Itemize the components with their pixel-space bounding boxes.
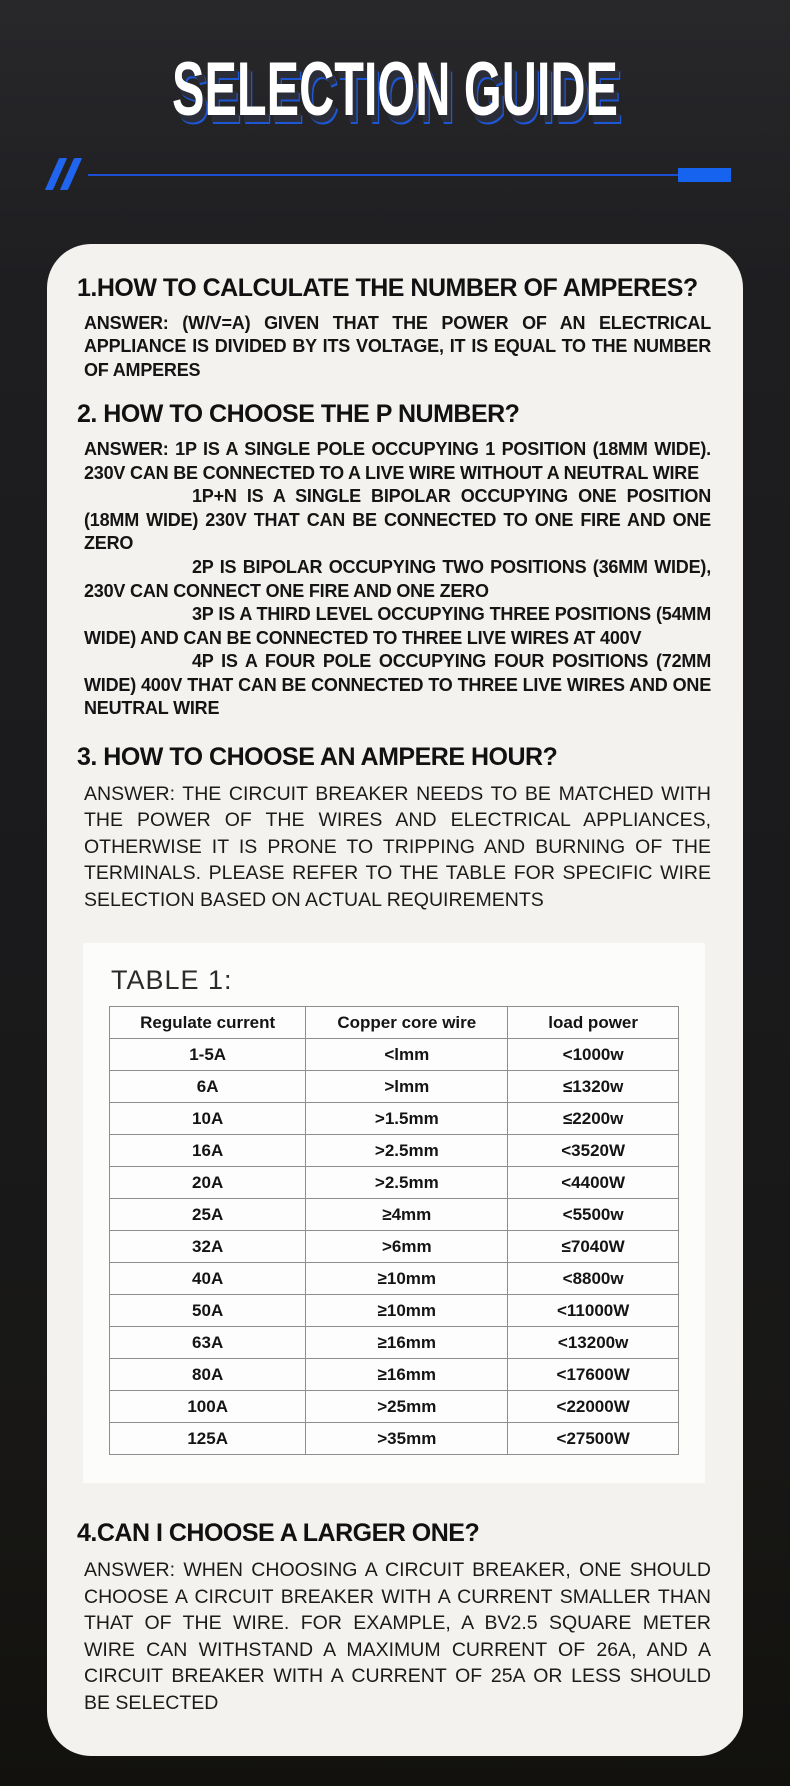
divider-line	[88, 174, 678, 176]
answer-paragraph: 3P IS A THIRD LEVEL OCCUPYING THREE POSITIONS (54MM WIDE) AND CAN BE CONNECTED TO THREE LIVE WIRES AT 400V	[84, 604, 711, 648]
page-header	[0, 0, 790, 198]
cell-wire: ≥10mm	[306, 1295, 508, 1327]
question-heading: 2. HOW TO CHOOSE THE P NUMBER?	[77, 400, 520, 429]
cell-power: <4400W	[508, 1167, 679, 1199]
table-row	[110, 1039, 679, 1071]
question-heading: 4.CAN I CHOOSE A LARGER ONE?	[77, 1519, 480, 1548]
answer-paragraph: ANSWER: WHEN CHOOSING A CIRCUIT BREAKER, ONE SHOULD CHOOSE A CIRCUIT BREAKER WITH A CURRENT SMALLER THAN THAT OF THE WIRE. FOR EXAMPLE, A BV2.5 SQUARE METER WIRE CAN WITHSTAND A MAXIMUM CURRENT OF 26A, AND A CIRCUIT BREAKER WITH A CURRENT OF 25A OR LESS SHOULD BE SELECTED	[84, 1559, 711, 1714]
cell-wire: >35mm	[306, 1423, 508, 1455]
table-row	[110, 1327, 679, 1359]
cell-wire: >1.5mm	[306, 1103, 508, 1135]
divider-end-block	[678, 168, 731, 182]
cell-current: 125A	[110, 1423, 306, 1455]
answer-paragraph: 2P IS BIPOLAR OCCUPYING TWO POSITIONS (36MM WIDE), 230V CAN CONNECT ONE FIRE AND ONE ZERO	[84, 556, 711, 601]
table-row	[110, 1295, 679, 1327]
title-divider	[0, 154, 790, 198]
cell-current: 1-5A	[110, 1039, 306, 1071]
cell-wire: ≥16mm	[306, 1359, 508, 1391]
table-row	[110, 1391, 679, 1423]
cell-wire: >lmm	[306, 1071, 508, 1103]
cell-wire: >2.5mm	[306, 1135, 508, 1167]
answer-text	[84, 438, 711, 721]
qa-card	[47, 244, 743, 1756]
wire-selection-table	[109, 1006, 679, 1455]
table-header-row	[110, 1007, 679, 1039]
cell-current: 16A	[110, 1135, 306, 1167]
cell-power: ≤7040W	[508, 1231, 679, 1263]
answer-text	[84, 1557, 711, 1716]
cell-wire: ≥16mm	[306, 1327, 508, 1359]
qa-section-larger-one	[77, 1519, 713, 1716]
cell-power: ≤1320w	[508, 1071, 679, 1103]
cell-current: 63A	[110, 1327, 306, 1359]
cell-wire: ≥4mm	[306, 1199, 508, 1231]
cell-power: <5500w	[508, 1199, 679, 1231]
answer-text	[84, 312, 711, 383]
cell-wire: >6mm	[306, 1231, 508, 1263]
column-header-load-power: load power	[508, 1007, 679, 1039]
table-row	[110, 1167, 679, 1199]
cell-power: <27500W	[508, 1423, 679, 1455]
answer-paragraph: ANSWER: 1P IS A SINGLE POLE OCCUPYING 1 POSITION (18MM WIDE). 230V CAN BE CONNECTED TO A LIVE WIRE WITHOUT A NEUTRAL WIRE	[84, 439, 711, 483]
cell-power: <8800w	[508, 1263, 679, 1295]
table-row	[110, 1263, 679, 1295]
cell-power: <17600W	[508, 1359, 679, 1391]
cell-power: <22000W	[508, 1391, 679, 1423]
qa-section-ampere-hour	[77, 743, 713, 913]
cell-current: 100A	[110, 1391, 306, 1423]
answer-text	[84, 781, 711, 914]
cell-power: <11000W	[508, 1295, 679, 1327]
cell-wire: ≥10mm	[306, 1263, 508, 1295]
question-heading: 1.HOW TO CALCULATE THE NUMBER OF AMPERES?	[77, 273, 698, 302]
cell-wire: >2.5mm	[306, 1167, 508, 1199]
cell-current: 50A	[110, 1295, 306, 1327]
column-header-copper-core-wire: Copper core wire	[306, 1007, 508, 1039]
cell-current: 20A	[110, 1167, 306, 1199]
cell-current: 6A	[110, 1071, 306, 1103]
column-header-regulate-current: Regulate current	[110, 1007, 306, 1039]
question-heading: 3. HOW TO CHOOSE AN AMPERE HOUR?	[77, 742, 558, 771]
answer-paragraph: 4P IS A FOUR POLE OCCUPYING FOUR POSITIONS (72MM WIDE) 400V THAT CAN BE CONNECTED TO THREE LIVE WIRES AND ONE NEUTRAL WIRE	[84, 651, 711, 719]
cell-wire: <lmm	[306, 1039, 508, 1071]
cell-power: <3520W	[508, 1135, 679, 1167]
cell-current: 40A	[110, 1263, 306, 1295]
answer-paragraph: 1P+N IS A SINGLE BIPOLAR OCCUPYING ONE POSITION (18MM WIDE) 230V THAT CAN BE CONNECTED TO ONE FIRE AND ONE ZERO	[84, 486, 711, 554]
cell-power: ≤2200w	[508, 1103, 679, 1135]
cell-current: 10A	[110, 1103, 306, 1135]
cell-current: 32A	[110, 1231, 306, 1263]
table-row	[110, 1071, 679, 1103]
cell-current: 25A	[110, 1199, 306, 1231]
cell-power: <1000w	[508, 1039, 679, 1071]
table-title: TABLE 1:	[111, 965, 233, 996]
cell-power: <13200w	[508, 1327, 679, 1359]
answer-paragraph: ANSWER: THE CIRCUIT BREAKER NEEDS TO BE MATCHED WITH THE POWER OF THE WIRES AND ELECTRICAL APPLIANCES, OTHERWISE IT IS PRONE TO TRIPPING AND BURNING OF THE TERMINALS. PLEASE REFER TO THE TABLE FOR SPECIFIC WIRE SELECTION BASED ON ACTUAL REQUIREMENTS	[84, 782, 711, 911]
table-row	[110, 1199, 679, 1231]
cell-wire: >25mm	[306, 1391, 508, 1423]
page-title: SELECTION GUIDE	[172, 47, 618, 132]
table-row	[110, 1359, 679, 1391]
table-row	[110, 1423, 679, 1455]
table-row	[110, 1103, 679, 1135]
qa-section-p-number	[77, 400, 713, 721]
qa-section-amperes	[77, 274, 713, 382]
cell-current: 80A	[110, 1359, 306, 1391]
table-row	[110, 1135, 679, 1167]
table-1-panel	[83, 943, 705, 1483]
answer-paragraph: ANSWER: (W/V=A) GIVEN THAT THE POWER OF AN ELECTRICAL APPLIANCE IS DIVIDED BY ITS VOLTAGE, IT IS EQUAL TO THE NUMBER OF AMPERES	[84, 312, 711, 380]
table-row	[110, 1231, 679, 1263]
